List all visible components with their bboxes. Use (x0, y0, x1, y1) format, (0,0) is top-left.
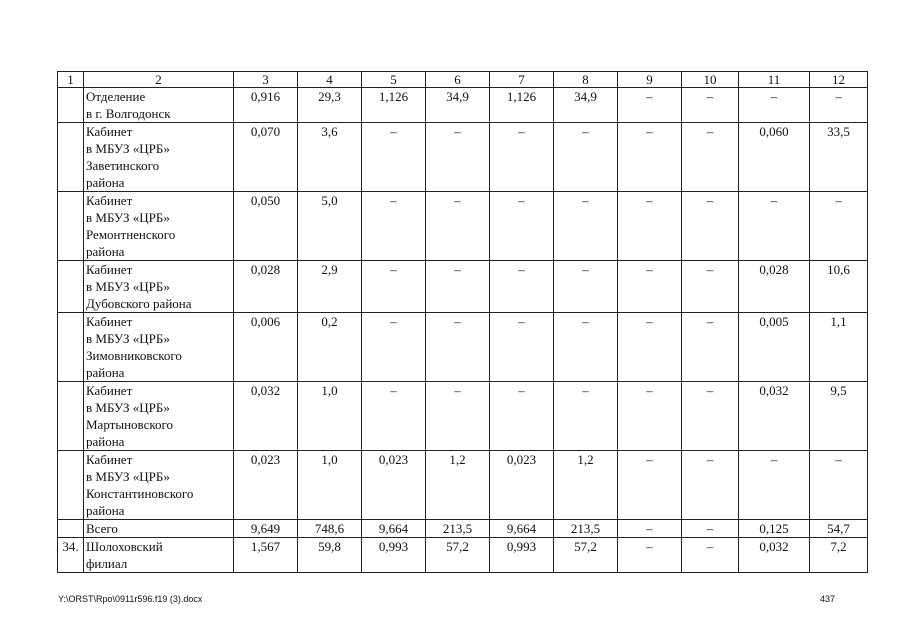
value-cell-col-10: – (682, 313, 739, 382)
value-cell-col-3: 0,050 (234, 192, 298, 261)
table-row (58, 192, 868, 261)
value-cell-col-12: 7,2 (810, 538, 868, 573)
data-table (57, 71, 868, 573)
value-cell-col-7: – (490, 261, 554, 313)
value-cell-col-12: 33,5 (810, 123, 868, 192)
value-cell-col-3: 0,916 (234, 88, 298, 123)
value-cell-col-5: 0,023 (362, 451, 426, 520)
column-header-11: 11 (739, 72, 810, 88)
value-cell-col-8: 57,2 (554, 538, 618, 573)
value-cell-col-8: – (554, 192, 618, 261)
column-header-7: 7 (490, 72, 554, 88)
value-cell-col-4: 59,8 (298, 538, 362, 573)
row-number-cell: 34. (58, 538, 84, 573)
row-name-line: Мартыновского (86, 417, 174, 432)
value-cell-col-12: 9,5 (810, 382, 868, 451)
row-name-cell (84, 538, 234, 573)
value-cell-col-8: – (554, 123, 618, 192)
value-cell-col-4: 2,9 (298, 261, 362, 313)
row-name-line: филиал (86, 556, 128, 571)
row-name-line: Кабинет (86, 124, 133, 139)
row-name-cell (84, 382, 234, 451)
row-name-cell (84, 451, 234, 520)
value-cell-col-6: – (426, 192, 490, 261)
row-name-line: района (86, 365, 125, 380)
table-row (58, 261, 868, 313)
column-header-3: 3 (234, 72, 298, 88)
value-cell-col-6: 57,2 (426, 538, 490, 573)
table-row (58, 520, 868, 538)
row-name-line: Отделение (86, 89, 146, 104)
row-name-line: Кабинет (86, 314, 133, 329)
column-header-2: 2 (84, 72, 234, 88)
table-row (58, 451, 868, 520)
value-cell-col-9: – (618, 313, 682, 382)
value-cell-col-10: – (682, 192, 739, 261)
value-cell-col-7: 0,993 (490, 538, 554, 573)
row-number-cell (58, 88, 84, 123)
column-header-8: 8 (554, 72, 618, 88)
value-cell-col-10: – (682, 123, 739, 192)
value-cell-col-5: 1,126 (362, 88, 426, 123)
column-header-6: 6 (426, 72, 490, 88)
value-cell-col-5: – (362, 123, 426, 192)
value-cell-col-12: – (810, 451, 868, 520)
value-cell-col-7: 9,664 (490, 520, 554, 538)
value-cell-col-7: – (490, 382, 554, 451)
row-name-line: в МБУЗ «ЦРБ» (86, 141, 170, 156)
value-cell-col-3: 0,070 (234, 123, 298, 192)
value-cell-col-11: 0,028 (739, 261, 810, 313)
value-cell-col-10: – (682, 520, 739, 538)
row-name-line: Ремонтненского (86, 227, 176, 242)
row-name-cell (84, 261, 234, 313)
value-cell-col-9: – (618, 538, 682, 573)
value-cell-col-10: – (682, 538, 739, 573)
row-name-line: района (86, 503, 125, 518)
row-name-cell (84, 123, 234, 192)
value-cell-col-3: 9,649 (234, 520, 298, 538)
value-cell-col-9: – (618, 123, 682, 192)
row-number-cell (58, 382, 84, 451)
row-number-cell (58, 520, 84, 538)
row-name-line: Кабинет (86, 452, 133, 467)
value-cell-col-9: – (618, 88, 682, 123)
value-cell-col-6: 1,2 (426, 451, 490, 520)
footer-file-path: Y:\ORST\Rpo\0911r596.f19 (3).docx (58, 594, 203, 604)
value-cell-col-5: 9,664 (362, 520, 426, 538)
row-name-line: в МБУЗ «ЦРБ» (86, 469, 170, 484)
row-name-line: Заветинского (86, 158, 160, 173)
value-cell-col-10: – (682, 88, 739, 123)
value-cell-col-11: 0,032 (739, 538, 810, 573)
value-cell-col-8: – (554, 382, 618, 451)
row-name-line: в МБУЗ «ЦРБ» (86, 331, 170, 346)
table-row (58, 538, 868, 573)
value-cell-col-8: 213,5 (554, 520, 618, 538)
value-cell-col-4: 0,2 (298, 313, 362, 382)
value-cell-col-11: 0,032 (739, 382, 810, 451)
value-cell-col-11: 0,060 (739, 123, 810, 192)
value-cell-col-3: 0,028 (234, 261, 298, 313)
row-name-line: Всего (86, 521, 118, 536)
table-header-row (58, 72, 868, 88)
table-row (58, 88, 868, 123)
table-row (58, 123, 868, 192)
row-name-line: Константиновского (86, 486, 194, 501)
row-name-line: Шолоховский (86, 539, 163, 554)
value-cell-col-6: – (426, 313, 490, 382)
column-header-1: 1 (58, 72, 84, 88)
value-cell-col-10: – (682, 451, 739, 520)
row-number-cell (58, 192, 84, 261)
value-cell-col-6: – (426, 382, 490, 451)
row-name-cell (84, 192, 234, 261)
value-cell-col-12: 1,1 (810, 313, 868, 382)
value-cell-col-7: – (490, 123, 554, 192)
value-cell-col-11: 0,125 (739, 520, 810, 538)
value-cell-col-11: – (739, 88, 810, 123)
value-cell-col-9: – (618, 520, 682, 538)
value-cell-col-4: 29,3 (298, 88, 362, 123)
row-name-line: в МБУЗ «ЦРБ» (86, 400, 170, 415)
value-cell-col-7: – (490, 313, 554, 382)
value-cell-col-12: – (810, 88, 868, 123)
column-header-5: 5 (362, 72, 426, 88)
row-number-cell (58, 123, 84, 192)
value-cell-col-9: – (618, 382, 682, 451)
value-cell-col-5: – (362, 192, 426, 261)
table-row (58, 313, 868, 382)
row-name-line: в г. Волгодонск (86, 106, 171, 121)
value-cell-col-6: – (426, 123, 490, 192)
value-cell-col-7: 1,126 (490, 88, 554, 123)
column-header-4: 4 (298, 72, 362, 88)
value-cell-col-7: – (490, 192, 554, 261)
column-header-9: 9 (618, 72, 682, 88)
row-number-cell (58, 313, 84, 382)
row-name-line: Кабинет (86, 383, 133, 398)
column-header-10: 10 (682, 72, 739, 88)
value-cell-col-8: – (554, 313, 618, 382)
value-cell-col-6: 34,9 (426, 88, 490, 123)
value-cell-col-4: 5,0 (298, 192, 362, 261)
value-cell-col-8: 34,9 (554, 88, 618, 123)
value-cell-col-4: 748,6 (298, 520, 362, 538)
column-header-12: 12 (810, 72, 868, 88)
footer-page-number: 437 (820, 594, 836, 604)
value-cell-col-7: 0,023 (490, 451, 554, 520)
row-number-cell (58, 261, 84, 313)
value-cell-col-5: – (362, 261, 426, 313)
row-name-line: района (86, 434, 125, 449)
value-cell-col-6: – (426, 261, 490, 313)
value-cell-col-3: 0,006 (234, 313, 298, 382)
value-cell-col-9: – (618, 451, 682, 520)
value-cell-col-6: 213,5 (426, 520, 490, 538)
value-cell-col-5: 0,993 (362, 538, 426, 573)
value-cell-col-12: – (810, 192, 868, 261)
value-cell-col-10: – (682, 261, 739, 313)
value-cell-col-11: – (739, 451, 810, 520)
row-name-line: Зимовниковского (86, 348, 182, 363)
row-name-line: в МБУЗ «ЦРБ» (86, 210, 170, 225)
row-name-cell (84, 520, 234, 538)
row-name-line: Кабинет (86, 262, 133, 277)
row-number-cell (58, 451, 84, 520)
row-name-line: Кабинет (86, 193, 133, 208)
value-cell-col-8: 1,2 (554, 451, 618, 520)
value-cell-col-5: – (362, 382, 426, 451)
value-cell-col-12: 54,7 (810, 520, 868, 538)
row-name-cell (84, 88, 234, 123)
value-cell-col-10: – (682, 382, 739, 451)
row-name-line: района (86, 175, 125, 190)
value-cell-col-11: – (739, 192, 810, 261)
value-cell-col-9: – (618, 192, 682, 261)
value-cell-col-4: 1,0 (298, 382, 362, 451)
row-name-line: Дубовского района (86, 296, 192, 311)
value-cell-col-3: 0,032 (234, 382, 298, 451)
row-name-line: района (86, 244, 125, 259)
value-cell-col-12: 10,6 (810, 261, 868, 313)
value-cell-col-3: 1,567 (234, 538, 298, 573)
value-cell-col-11: 0,005 (739, 313, 810, 382)
value-cell-col-4: 3,6 (298, 123, 362, 192)
row-name-line: в МБУЗ «ЦРБ» (86, 279, 170, 294)
value-cell-col-3: 0,023 (234, 451, 298, 520)
value-cell-col-8: – (554, 261, 618, 313)
value-cell-col-5: – (362, 313, 426, 382)
row-name-cell (84, 313, 234, 382)
value-cell-col-4: 1,0 (298, 451, 362, 520)
value-cell-col-9: – (618, 261, 682, 313)
table-row (58, 382, 868, 451)
